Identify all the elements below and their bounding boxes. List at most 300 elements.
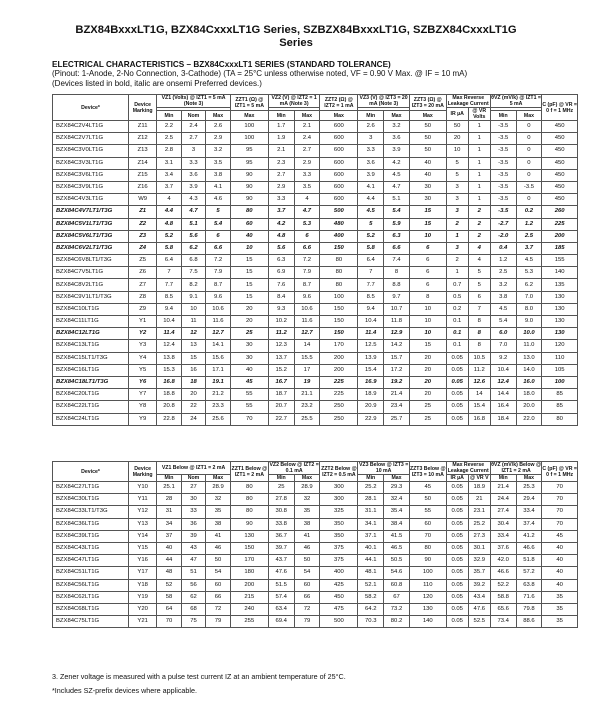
characteristics-table-1 xyxy=(52,94,578,426)
marking-cell: Z3 xyxy=(129,230,157,242)
table-row xyxy=(53,482,578,494)
value-cell: 100 xyxy=(230,133,268,145)
value-cell: 100 xyxy=(409,567,446,579)
col-vz1: VZ1 Below @ IZT1 = 2 mA xyxy=(157,462,231,475)
value-cell: 110 xyxy=(542,352,578,364)
value-cell: 66 xyxy=(294,591,320,603)
value-cell: 105 xyxy=(542,364,578,376)
value-cell: 33.4 xyxy=(490,530,516,542)
device-cell: BZX84C3V3LT1G xyxy=(53,157,129,169)
value-cell: 20.8 xyxy=(157,401,182,413)
value-cell: 100 xyxy=(542,376,578,388)
value-cell: 0.1 xyxy=(446,328,468,340)
value-cell: 15.4 xyxy=(468,401,490,413)
value-cell: 90 xyxy=(409,555,446,567)
col-max: Max xyxy=(294,111,320,121)
value-cell: 14.1 xyxy=(206,340,231,352)
value-cell: 20 xyxy=(181,389,206,401)
value-cell: 8 xyxy=(468,340,490,352)
pinout-text: (Pinout: 1-Anode, 2-No Connection, 3-Cathode) (TA = 25°C unless otherwise noted, VF = 0.90 V Max. @ IF = 10 mA) xyxy=(52,69,468,79)
value-cell: 10.5 xyxy=(468,352,490,364)
value-cell: 39.2 xyxy=(468,579,490,591)
value-cell: 35 xyxy=(542,616,578,628)
value-cell: 8.5 xyxy=(358,291,384,303)
value-cell: 500 xyxy=(320,616,358,628)
document-title xyxy=(0,24,592,50)
value-cell: 40 xyxy=(230,230,268,242)
value-cell: 0.05 xyxy=(446,506,468,518)
value-cell: 140 xyxy=(409,616,446,628)
value-cell: 75 xyxy=(181,616,206,628)
marking-cell: Y10 xyxy=(129,482,157,494)
value-cell: 1 xyxy=(446,267,468,279)
value-cell: 4.2 xyxy=(384,157,410,169)
value-cell: 35 xyxy=(294,506,320,518)
value-cell: 36.7 xyxy=(268,530,294,542)
value-cell: 0.05 xyxy=(446,530,468,542)
value-cell: 15 xyxy=(409,340,446,352)
value-cell: 0 xyxy=(516,121,542,133)
value-cell: 15 xyxy=(230,267,268,279)
value-cell: 0 xyxy=(516,145,542,157)
value-cell: 32 xyxy=(294,494,320,506)
value-cell: 70 xyxy=(542,494,578,506)
value-cell: 35.7 xyxy=(468,567,490,579)
value-cell: 20 xyxy=(230,303,268,315)
device-cell: BZX84C15LT1/T3G xyxy=(53,352,129,364)
value-cell: 400 xyxy=(320,567,358,579)
table-row xyxy=(53,255,578,267)
value-cell: 12.4 xyxy=(157,340,182,352)
value-cell: 15 xyxy=(230,279,268,291)
value-cell: 63.4 xyxy=(268,603,294,615)
device-cell: BZX84C2V4LT1G xyxy=(53,121,129,133)
value-cell: 52.5 xyxy=(468,616,490,628)
value-cell: 4.5 xyxy=(516,255,542,267)
device-cell: BZX84C6V2LT1/T3G xyxy=(53,242,129,254)
table-row xyxy=(53,506,578,518)
value-cell: 15.6 xyxy=(206,352,231,364)
value-cell: 50 xyxy=(409,121,446,133)
value-cell: 29.3 xyxy=(384,482,410,494)
value-cell: 70 xyxy=(157,616,182,628)
device-cell: BZX84C39LT1G xyxy=(53,530,129,542)
value-cell: 4.1 xyxy=(206,181,231,193)
value-cell: 10 xyxy=(409,316,446,328)
value-cell: 48 xyxy=(157,567,182,579)
value-cell: 85 xyxy=(542,389,578,401)
value-cell: 5.3 xyxy=(294,218,320,230)
value-cell: 200 xyxy=(542,230,578,242)
value-cell: 32 xyxy=(206,494,231,506)
value-cell: 12.3 xyxy=(268,340,294,352)
value-cell: 150 xyxy=(320,242,358,254)
device-cell: BZX84C7V5LT1G xyxy=(53,267,129,279)
value-cell: 0.1 xyxy=(446,340,468,352)
value-cell: 225 xyxy=(320,376,358,388)
device-cell: BZX84C24LT1G xyxy=(53,413,129,425)
value-cell: 13.8 xyxy=(157,352,182,364)
value-cell: 25.7 xyxy=(384,413,410,425)
value-cell: 95 xyxy=(230,145,268,157)
value-cell: 15 xyxy=(230,291,268,303)
value-cell: 0.05 xyxy=(446,555,468,567)
table-row xyxy=(53,518,578,530)
value-cell: 23.1 xyxy=(468,506,490,518)
device-cell: BZX84C3V9LT1G xyxy=(53,181,129,193)
value-cell: 24 xyxy=(181,413,206,425)
value-cell: 40.1 xyxy=(358,542,384,554)
value-cell: 16.8 xyxy=(157,376,182,388)
value-cell: 50 xyxy=(206,555,231,567)
value-cell: -3.5 xyxy=(490,133,516,145)
device-cell: BZX84C3V6LT1G xyxy=(53,169,129,181)
value-cell: 2.1 xyxy=(294,121,320,133)
value-cell: 43 xyxy=(181,542,206,554)
value-cell: 45 xyxy=(542,530,578,542)
device-cell: BZX84C4V7LT1/T3G xyxy=(53,206,129,218)
value-cell: 6.9 xyxy=(268,267,294,279)
value-cell: 4.5 xyxy=(358,206,384,218)
value-cell: 11.4 xyxy=(157,328,182,340)
value-cell: 2.9 xyxy=(268,181,294,193)
value-cell: 20 xyxy=(409,389,446,401)
value-cell: 425 xyxy=(320,579,358,591)
col-min: Min xyxy=(268,111,294,121)
value-cell: 30 xyxy=(230,340,268,352)
value-cell: 3.9 xyxy=(384,145,410,157)
value-cell: 16.4 xyxy=(490,401,516,413)
value-cell: 7.6 xyxy=(268,279,294,291)
value-cell: 20 xyxy=(446,133,468,145)
value-cell: 37.4 xyxy=(516,518,542,530)
value-cell: 66 xyxy=(206,591,231,603)
marking-cell: W9 xyxy=(129,194,157,206)
value-cell: 14.2 xyxy=(384,340,410,352)
value-cell: 9.0 xyxy=(516,316,542,328)
value-cell: 70.3 xyxy=(358,616,384,628)
table-row xyxy=(53,364,578,376)
section-intro xyxy=(52,60,572,88)
value-cell: 2.5 xyxy=(516,230,542,242)
value-cell: 32.4 xyxy=(384,494,410,506)
value-cell: 130 xyxy=(409,603,446,615)
device-cell: BZX84C36LT1G xyxy=(53,518,129,530)
value-cell: 55 xyxy=(230,389,268,401)
value-cell: 80 xyxy=(320,267,358,279)
value-cell: 15.2 xyxy=(268,364,294,376)
value-cell: 18.8 xyxy=(157,389,182,401)
value-cell: 28.9 xyxy=(206,482,231,494)
value-cell: 0.05 xyxy=(446,616,468,628)
table-row xyxy=(53,169,578,181)
value-cell: 4.6 xyxy=(206,194,231,206)
value-cell: 10 xyxy=(230,242,268,254)
value-cell: 3.2 xyxy=(490,279,516,291)
table-row xyxy=(53,413,578,425)
value-cell: 0 xyxy=(516,133,542,145)
col-vr: @ VR Volts xyxy=(468,108,490,121)
value-cell: 240 xyxy=(230,603,268,615)
value-cell: 9.6 xyxy=(206,291,231,303)
value-cell: 12.7 xyxy=(294,328,320,340)
value-cell: 480 xyxy=(320,218,358,230)
value-cell: 9.6 xyxy=(294,291,320,303)
value-cell: 0.2 xyxy=(516,206,542,218)
value-cell: 600 xyxy=(320,194,358,206)
value-cell: 54 xyxy=(206,567,231,579)
value-cell: 0.5 xyxy=(446,291,468,303)
value-cell: 67 xyxy=(384,591,410,603)
value-cell: 39 xyxy=(181,530,206,542)
value-cell: 2.7 xyxy=(294,145,320,157)
value-cell: 9.3 xyxy=(268,303,294,315)
value-cell: 43.4 xyxy=(468,591,490,603)
value-cell: 6.4 xyxy=(358,255,384,267)
value-cell: 80.2 xyxy=(384,616,410,628)
value-cell: 8.7 xyxy=(294,279,320,291)
value-cell: 16 xyxy=(181,364,206,376)
marking-cell: Y17 xyxy=(129,567,157,579)
value-cell: 28.9 xyxy=(294,482,320,494)
marking-cell: Y4 xyxy=(129,352,157,364)
value-cell: 1.2 xyxy=(516,218,542,230)
device-cell: BZX84C47LT1G xyxy=(53,555,129,567)
value-cell: 79 xyxy=(206,616,231,628)
value-cell: 140 xyxy=(542,267,578,279)
value-cell: -3.5 xyxy=(490,121,516,133)
value-cell: 6.2 xyxy=(181,242,206,254)
table-row xyxy=(53,579,578,591)
value-cell: 15 xyxy=(409,218,446,230)
value-cell: 0.05 xyxy=(446,389,468,401)
value-cell: 350 xyxy=(320,518,358,530)
value-cell: -3.5 xyxy=(490,181,516,193)
value-cell: 5.4 xyxy=(384,206,410,218)
value-cell: 3 xyxy=(446,206,468,218)
value-cell: 11.8 xyxy=(384,316,410,328)
device-cell: BZX84C2V7LT1G xyxy=(53,133,129,145)
col-nom: Nom xyxy=(181,475,206,482)
value-cell: 3.3 xyxy=(181,157,206,169)
value-cell: 14 xyxy=(294,340,320,352)
value-cell: 80 xyxy=(320,279,358,291)
value-cell: 37 xyxy=(157,530,182,542)
value-cell: 8.0 xyxy=(516,303,542,315)
table-1-body xyxy=(53,121,578,426)
value-cell: 3.6 xyxy=(384,133,410,145)
value-cell: 5.2 xyxy=(157,230,182,242)
value-cell: 65.6 xyxy=(490,603,516,615)
value-cell: 6.6 xyxy=(206,242,231,254)
value-cell: 54.6 xyxy=(384,567,410,579)
device-cell: BZX84C30LT1G xyxy=(53,494,129,506)
device-cell: BZX84C51LT1G xyxy=(53,567,129,579)
value-cell: 72 xyxy=(206,603,231,615)
value-cell: 45 xyxy=(230,376,268,388)
col-leakage: Max Reverse Leakage Current xyxy=(447,95,489,107)
value-cell: 3.5 xyxy=(206,157,231,169)
value-cell: 3.9 xyxy=(181,181,206,193)
marking-cell: Z9 xyxy=(129,303,157,315)
value-cell: 22.9 xyxy=(358,413,384,425)
value-cell: 2.6 xyxy=(206,121,231,133)
value-cell: 2.8 xyxy=(157,145,182,157)
value-cell: 14.0 xyxy=(516,364,542,376)
value-cell: 4.5 xyxy=(384,169,410,181)
value-cell: 80 xyxy=(320,255,358,267)
marking-cell: Y18 xyxy=(129,579,157,591)
value-cell: 38 xyxy=(294,518,320,530)
col-vz2: VZ2 Below @ IZT2 = 0.1 mA xyxy=(269,462,319,474)
value-cell: 21 xyxy=(468,494,490,506)
section-heading: ELECTRICAL CHARACTERISTICS – BZX84CxxxLT1 SERIES (STANDARD TOLERANCE) xyxy=(52,60,391,69)
marking-cell: Z8 xyxy=(129,291,157,303)
device-cell: BZX84C68LT1G xyxy=(53,603,129,615)
value-cell: 90 xyxy=(230,518,268,530)
marking-cell: Y7 xyxy=(129,389,157,401)
value-cell: 20 xyxy=(409,352,446,364)
marking-cell: Y13 xyxy=(129,518,157,530)
value-cell: 12.7 xyxy=(206,328,231,340)
value-cell: 11.6 xyxy=(206,316,231,328)
col-min: Min xyxy=(358,111,384,121)
value-cell: 45 xyxy=(409,482,446,494)
value-cell: 58.8 xyxy=(490,591,516,603)
col-min: Min xyxy=(358,475,384,482)
value-cell: 23.4 xyxy=(384,401,410,413)
value-cell: 15 xyxy=(409,206,446,218)
device-cell: BZX84C13LT1G xyxy=(53,340,129,352)
value-cell: 1 xyxy=(446,230,468,242)
value-cell: 80 xyxy=(230,494,268,506)
value-cell: 25.1 xyxy=(157,482,182,494)
marking-cell: Y8 xyxy=(129,401,157,413)
value-cell: 150 xyxy=(320,303,358,315)
device-cell: BZX84C43LT1G xyxy=(53,542,129,554)
value-cell: 5.4 xyxy=(490,316,516,328)
col-vz3: VZ3 Below @ IZT3 = 10 mA xyxy=(358,462,409,474)
value-cell: 40 xyxy=(542,555,578,567)
value-cell: 6.6 xyxy=(294,242,320,254)
value-cell: 14.4 xyxy=(490,389,516,401)
value-cell: 225 xyxy=(542,218,578,230)
value-cell: 0.05 xyxy=(446,482,468,494)
value-cell: 14 xyxy=(468,389,490,401)
value-cell: 600 xyxy=(320,133,358,145)
value-cell: 90 xyxy=(230,169,268,181)
table-row xyxy=(53,389,578,401)
value-cell: 3.8 xyxy=(206,169,231,181)
col-min: Min xyxy=(490,475,516,482)
value-cell: 30 xyxy=(409,194,446,206)
col-vz2: VZ2 (V) @ IZT2 = 1 mA (Note 3) xyxy=(268,95,320,108)
value-cell: 3.2 xyxy=(206,145,231,157)
table-row xyxy=(53,218,578,230)
value-cell: 25 xyxy=(409,401,446,413)
value-cell: 4.4 xyxy=(157,206,182,218)
value-cell: 69.4 xyxy=(268,616,294,628)
col-min: Min xyxy=(490,111,516,121)
value-cell: 70 xyxy=(230,413,268,425)
value-cell: 27.8 xyxy=(268,494,294,506)
col-max: Max xyxy=(294,475,320,482)
value-cell: 15 xyxy=(230,255,268,267)
value-cell: 135 xyxy=(542,279,578,291)
value-cell: 12.6 xyxy=(468,376,490,388)
col-zzt3: ZZT3 (Ω) @ IZT3 = 20 mA xyxy=(409,95,446,111)
value-cell: 50 xyxy=(409,133,446,145)
value-cell: 250 xyxy=(320,401,358,413)
value-cell: 7.4 xyxy=(384,255,410,267)
value-cell: 1 xyxy=(468,169,490,181)
value-cell: 325 xyxy=(320,506,358,518)
value-cell: 37.1 xyxy=(358,530,384,542)
value-cell: 68 xyxy=(181,603,206,615)
value-cell: 55 xyxy=(230,401,268,413)
value-cell: 13.7 xyxy=(268,352,294,364)
value-cell: 6 xyxy=(468,291,490,303)
value-cell: 2.9 xyxy=(294,157,320,169)
value-cell: 5 xyxy=(468,279,490,291)
value-cell: 70 xyxy=(542,482,578,494)
marking-cell: Y5 xyxy=(129,364,157,376)
marking-cell: Z2 xyxy=(129,218,157,230)
table-row xyxy=(53,555,578,567)
value-cell: 40 xyxy=(542,579,578,591)
value-cell: 15.4 xyxy=(358,364,384,376)
col-max: Max xyxy=(516,111,542,121)
value-cell: 60 xyxy=(294,579,320,591)
value-cell: 7 xyxy=(358,267,384,279)
value-cell: 27.4 xyxy=(490,506,516,518)
value-cell: 30.4 xyxy=(490,518,516,530)
value-cell: 600 xyxy=(320,121,358,133)
value-cell: 350 xyxy=(320,530,358,542)
value-cell: 10.6 xyxy=(206,303,231,315)
table-row xyxy=(53,567,578,579)
value-cell: 33.4 xyxy=(516,506,542,518)
value-cell: 10.7 xyxy=(384,303,410,315)
value-cell: 30.1 xyxy=(468,542,490,554)
value-cell: 7 xyxy=(468,303,490,315)
value-cell: -3.5 xyxy=(516,181,542,193)
value-cell: 5.6 xyxy=(268,242,294,254)
value-cell: 10 xyxy=(181,303,206,315)
value-cell: 5.1 xyxy=(181,218,206,230)
value-cell: 72 xyxy=(294,603,320,615)
value-cell: 27.3 xyxy=(468,530,490,542)
value-cell: 4.4 xyxy=(358,194,384,206)
value-cell: 18.7 xyxy=(268,389,294,401)
footnote-3: 3. Zener voltage is measured with a pulse test current IZ at an ambient temperature of 25°C. xyxy=(52,672,346,681)
value-cell: 300 xyxy=(320,494,358,506)
value-cell: 80 xyxy=(409,542,446,554)
value-cell: 0 xyxy=(516,194,542,206)
value-cell: 6 xyxy=(294,230,320,242)
value-cell: 21.4 xyxy=(490,482,516,494)
value-cell: 38 xyxy=(206,518,231,530)
value-cell: 70 xyxy=(542,506,578,518)
value-cell: 3.6 xyxy=(358,157,384,169)
value-cell: 120 xyxy=(409,591,446,603)
col-zzt2: ZZT2 Below @ IZT2 = 0.5 mA xyxy=(320,462,358,482)
value-cell: 71.6 xyxy=(516,591,542,603)
col-min: Min xyxy=(157,475,182,482)
value-cell: 18.0 xyxy=(516,389,542,401)
value-cell: 22.8 xyxy=(157,413,182,425)
value-cell: 12.4 xyxy=(490,376,516,388)
